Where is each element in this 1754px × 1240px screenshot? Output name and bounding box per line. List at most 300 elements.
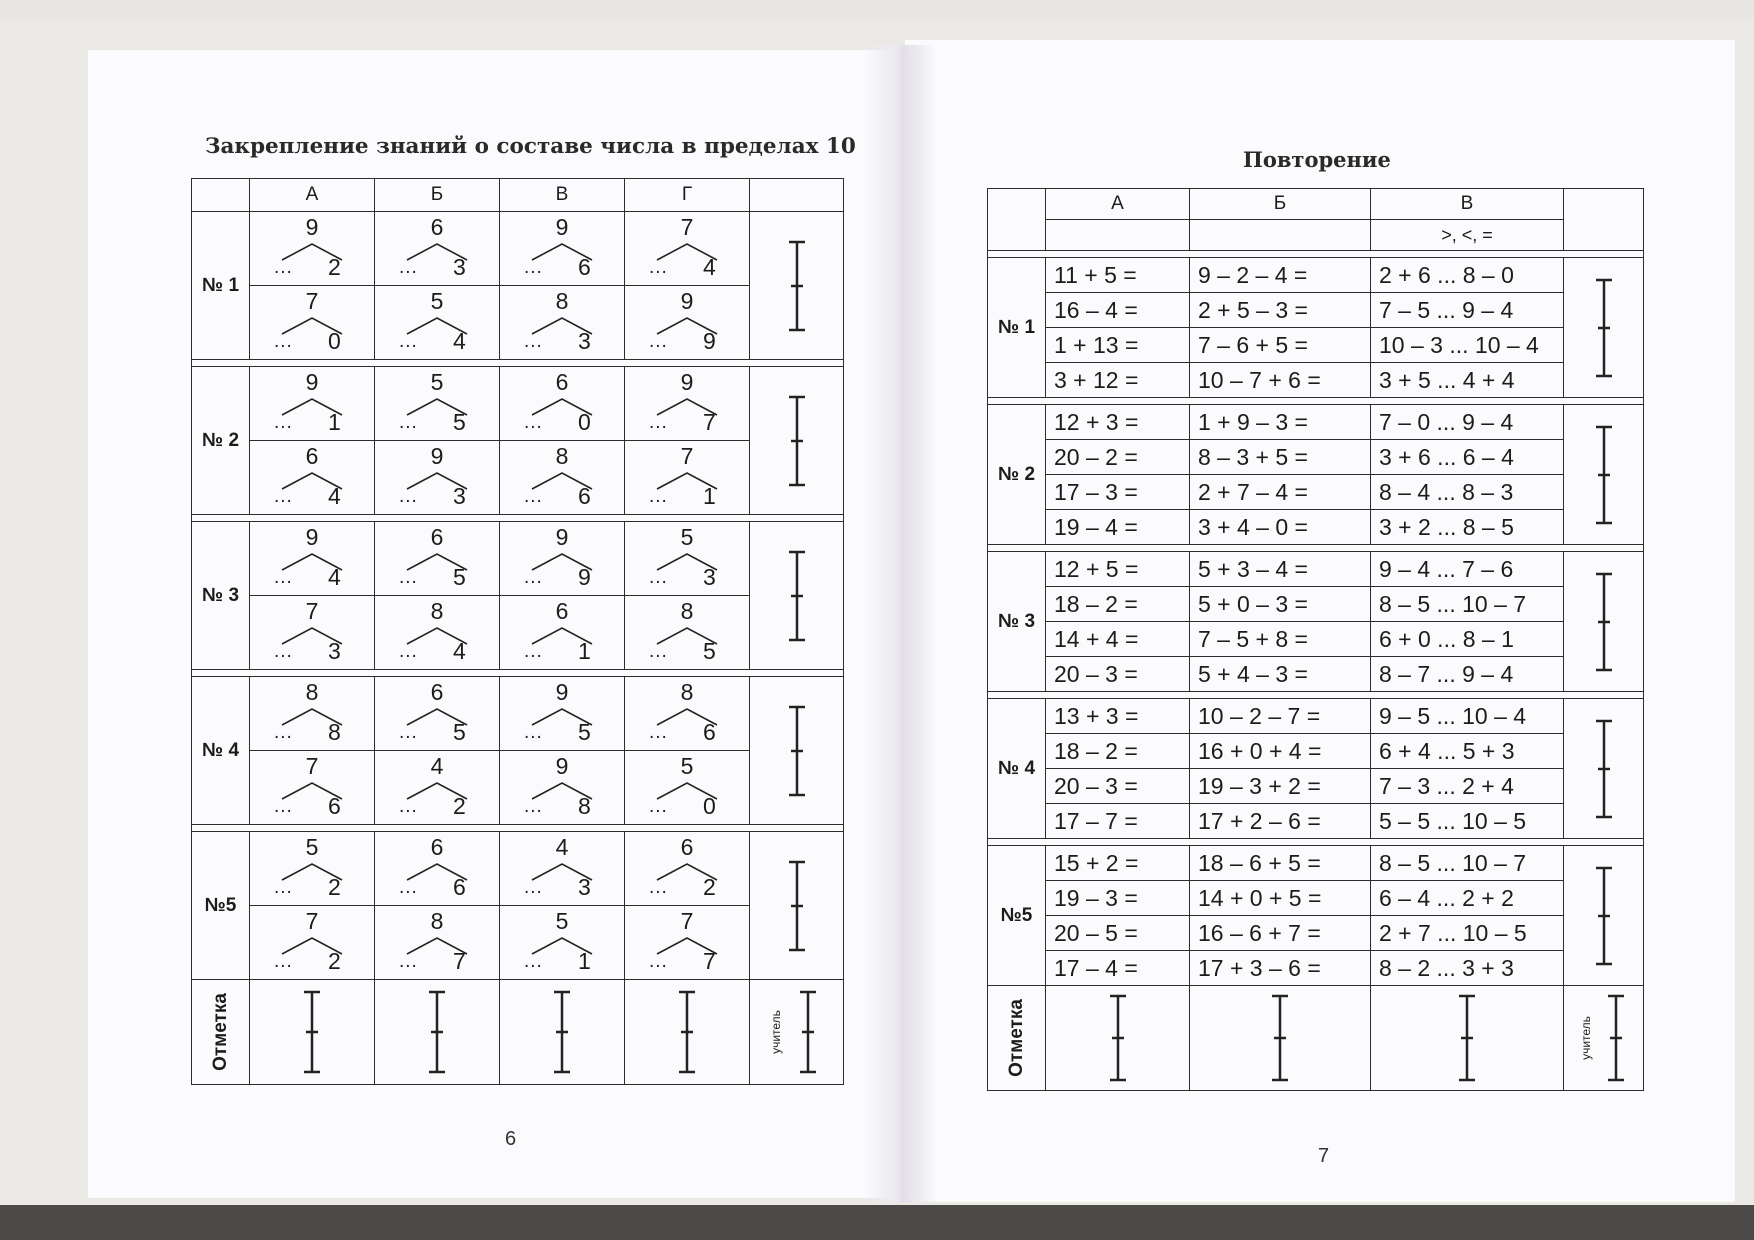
expression-cell[interactable]: 13 + 3 = [1046, 699, 1190, 734]
blank-part[interactable]: ... [399, 567, 418, 588]
expression-cell[interactable]: 18 – 6 + 5 = [1190, 846, 1371, 881]
task-row [988, 804, 1644, 839]
task-row [988, 475, 1644, 510]
known-part: 5 [453, 409, 466, 435]
known-part: 0 [578, 409, 591, 435]
number-decomposition [625, 832, 749, 905]
known-part: 4 [703, 254, 716, 280]
number-decomposition [375, 441, 499, 514]
expression-cell[interactable]: 16 + 0 + 4 = [1190, 734, 1371, 769]
decomposition-cell [250, 677, 375, 751]
expression-cell[interactable]: 3 + 5 ... 4 + 4 [1371, 363, 1564, 398]
expression-cell[interactable]: 5 + 4 – 3 = [1190, 657, 1371, 692]
task-label: №5 [988, 846, 1046, 986]
blank-part[interactable]: ... [649, 486, 668, 507]
number-decomposition [375, 212, 499, 285]
blank-part[interactable]: ... [274, 486, 293, 507]
teacher-grade-wrap [750, 980, 843, 1084]
right-page-title: Повторение [1243, 147, 1391, 172]
decomposition-cell [625, 212, 750, 286]
task-row [988, 258, 1644, 293]
expression-cell[interactable]: 19 – 3 = [1046, 881, 1190, 916]
known-part: 2 [703, 874, 716, 900]
column-header: В [1371, 189, 1564, 220]
number-decomposition [625, 677, 749, 750]
grade-bracket [1268, 994, 1292, 1082]
whole-number: 5 [680, 524, 694, 550]
blank-part[interactable]: ... [524, 331, 543, 352]
decomposition-cell [250, 367, 375, 441]
number-decomposition [500, 906, 624, 979]
expression-cell[interactable]: 20 – 3 = [1046, 657, 1190, 692]
blank-part[interactable]: ... [649, 641, 668, 662]
blank-part[interactable]: ... [399, 877, 418, 898]
blank-part[interactable]: ... [399, 257, 418, 278]
grade-bracket [1455, 994, 1479, 1082]
whole-number: 9 [555, 679, 569, 705]
column-header: Г [625, 179, 750, 212]
number-decomposition [625, 751, 749, 824]
blank-part[interactable]: ... [649, 951, 668, 972]
number-decomposition [625, 286, 749, 359]
blank-part[interactable]: ... [274, 722, 293, 743]
number-composition-table [191, 178, 844, 1085]
expression-cell[interactable]: 2 + 7 ... 10 – 5 [1371, 916, 1564, 951]
expression-cell[interactable]: 20 – 3 = [1046, 769, 1190, 804]
blank-part[interactable]: ... [524, 796, 543, 817]
expression-cell[interactable]: 8 – 7 ... 9 – 4 [1371, 657, 1564, 692]
number-decomposition [500, 212, 624, 285]
task-grade-cell[interactable] [750, 522, 844, 670]
task-grade-cell[interactable] [1564, 846, 1644, 986]
expression-cell[interactable]: 19 – 4 = [1046, 510, 1190, 545]
task-grade-cell[interactable] [1564, 258, 1644, 398]
page-number-left: 6 [505, 1128, 517, 1150]
expression-cell[interactable]: 2 + 6 ... 8 – 0 [1371, 258, 1564, 293]
expression-cell[interactable]: 18 – 2 = [1046, 587, 1190, 622]
blank-part[interactable]: ... [524, 877, 543, 898]
whole-number: 9 [555, 214, 569, 240]
number-decomposition [375, 596, 499, 669]
known-part: 5 [453, 564, 466, 590]
decomposition-cell [250, 522, 375, 596]
number-decomposition [375, 367, 499, 440]
task-row [192, 212, 844, 286]
whole-number: 6 [305, 443, 319, 469]
expression-cell[interactable]: 7 – 0 ... 9 – 4 [1371, 405, 1564, 440]
expression-cell[interactable]: 7 – 5 ... 9 – 4 [1371, 293, 1564, 328]
blank-part[interactable]: ... [649, 412, 668, 433]
blank-part[interactable]: ... [649, 796, 668, 817]
expression-cell[interactable]: 10 – 3 ... 10 – 4 [1371, 328, 1564, 363]
grade-bracket [785, 705, 809, 797]
expression-cell[interactable]: 8 – 3 + 5 = [1190, 440, 1371, 475]
known-part: 1 [578, 638, 591, 664]
whole-number: 9 [555, 753, 569, 779]
decomposition-cell [500, 751, 625, 825]
expression-cell[interactable]: 12 + 3 = [1046, 405, 1190, 440]
blank-part[interactable]: ... [524, 722, 543, 743]
known-part: 2 [328, 254, 341, 280]
expression-cell[interactable]: 10 – 2 – 7 = [1190, 699, 1371, 734]
task-label: № 1 [988, 258, 1046, 398]
blank-part[interactable]: ... [524, 486, 543, 507]
expression-cell[interactable]: 17 – 7 = [1046, 804, 1190, 839]
number-decomposition [500, 286, 624, 359]
task-grade-cell[interactable] [1564, 552, 1644, 692]
number-decomposition [625, 441, 749, 514]
task-row [988, 510, 1644, 545]
task-row [192, 522, 844, 596]
task-label: № 3 [192, 522, 250, 670]
number-decomposition [375, 906, 499, 979]
whole-number: 6 [680, 834, 694, 860]
blank-part[interactable]: ... [649, 257, 668, 278]
grade-bracket [785, 240, 809, 332]
number-decomposition [500, 367, 624, 440]
blank-part[interactable]: ... [524, 567, 543, 588]
task-row [988, 916, 1644, 951]
task-row [988, 552, 1644, 587]
decomposition-cell [625, 906, 750, 980]
column-grade-cell[interactable] [250, 980, 375, 1085]
number-decomposition [250, 677, 374, 750]
whole-number: 6 [430, 679, 444, 705]
task-grade-cell[interactable] [1564, 699, 1644, 839]
whole-number: 7 [680, 908, 694, 934]
whole-number: 8 [305, 679, 319, 705]
task-label: № 2 [192, 367, 250, 515]
blank-part[interactable]: ... [649, 567, 668, 588]
known-part: 6 [328, 793, 341, 819]
teacher-grade-cell[interactable] [1564, 986, 1644, 1091]
teacher-label: учитель [769, 1010, 783, 1054]
expression-cell[interactable]: 8 – 5 ... 10 – 7 [1371, 846, 1564, 881]
whole-number: 4 [430, 753, 444, 779]
teacher-label: учитель [1579, 1016, 1593, 1060]
column-grade-cell[interactable] [375, 980, 500, 1085]
task-row [988, 440, 1644, 475]
known-part: 5 [578, 719, 591, 745]
task-grade-cell[interactable] [750, 367, 844, 515]
column-header: А [1046, 189, 1190, 220]
task-grade-cell[interactable] [750, 677, 844, 825]
task-row [988, 622, 1644, 657]
expression-cell[interactable]: 16 – 6 + 7 = [1190, 916, 1371, 951]
number-decomposition [250, 751, 374, 824]
task-grade-cell[interactable] [750, 212, 844, 360]
known-part: 1 [328, 409, 341, 435]
decomposition-cell [250, 441, 375, 515]
expression-cell[interactable]: 19 – 3 + 2 = [1190, 769, 1371, 804]
whole-number: 6 [430, 524, 444, 550]
expression-cell[interactable]: 8 – 2 ... 3 + 3 [1371, 951, 1564, 986]
number-decomposition [500, 441, 624, 514]
task-grade-cell[interactable] [1564, 405, 1644, 545]
teacher-grade-wrap [1564, 986, 1643, 1090]
book-spine [862, 45, 937, 1202]
column-header: Б [375, 179, 500, 212]
blank-part[interactable]: ... [274, 257, 293, 278]
decomposition-cell [625, 751, 750, 825]
number-decomposition [250, 286, 374, 359]
decomposition-cell [250, 751, 375, 825]
header-row [192, 179, 844, 212]
expression-cell[interactable]: 18 – 2 = [1046, 734, 1190, 769]
whole-number: 6 [555, 598, 569, 624]
blank-part[interactable]: ... [524, 641, 543, 662]
decomposition-cell [250, 596, 375, 670]
task-separator [988, 692, 1644, 699]
task-label: № 1 [192, 212, 250, 360]
number-decomposition [500, 596, 624, 669]
expression-cell[interactable]: 16 – 4 = [1046, 293, 1190, 328]
whole-number: 7 [680, 443, 694, 469]
blank-part[interactable]: ... [274, 641, 293, 662]
blank-part[interactable]: ... [524, 951, 543, 972]
blank-part[interactable]: ... [399, 796, 418, 817]
expression-cell[interactable]: 3 + 6 ... 6 – 4 [1371, 440, 1564, 475]
blank-part[interactable]: ... [399, 641, 418, 662]
expression-cell[interactable]: 1 + 13 = [1046, 328, 1190, 363]
number-decomposition [500, 751, 624, 824]
blank-part[interactable]: ... [399, 722, 418, 743]
known-part: 4 [328, 483, 341, 509]
separator-cell [988, 251, 1644, 258]
decomposition-cell [625, 367, 750, 441]
task-label: № 3 [988, 552, 1046, 692]
known-part: 9 [578, 564, 591, 590]
left-page-title: Закрепление знаний о составе числа в пределах 10 [205, 134, 856, 159]
known-part: 8 [328, 719, 341, 745]
blank-part[interactable]: ... [399, 486, 418, 507]
grade-bracket [785, 860, 809, 952]
expression-cell[interactable]: 5 + 3 – 4 = [1190, 552, 1371, 587]
blank-part[interactable]: ... [274, 567, 293, 588]
expression-cell[interactable]: 10 – 7 + 6 = [1190, 363, 1371, 398]
known-part: 3 [578, 328, 591, 354]
blank-part[interactable]: ... [524, 412, 543, 433]
whole-number: 7 [305, 908, 319, 934]
expression-cell[interactable]: 2 + 7 – 4 = [1190, 475, 1371, 510]
grade-bracket [550, 990, 574, 1074]
task-row [988, 881, 1644, 916]
subheader-empty-b [1190, 220, 1371, 251]
blank-part[interactable]: ... [274, 412, 293, 433]
number-decomposition [625, 367, 749, 440]
decomposition-cell [625, 677, 750, 751]
expression-cell[interactable]: 9 – 4 ... 7 – 6 [1371, 552, 1564, 587]
expression-cell[interactable]: 1 + 9 – 3 = [1190, 405, 1371, 440]
number-decomposition [500, 677, 624, 750]
expression-cell[interactable]: 5 + 0 – 3 = [1190, 587, 1371, 622]
task-label: № 2 [988, 405, 1046, 545]
decomposition-cell [500, 832, 625, 906]
expression-cell[interactable]: 14 + 0 + 5 = [1190, 881, 1371, 916]
blank-part[interactable]: ... [399, 951, 418, 972]
known-part: 3 [453, 254, 466, 280]
whole-number: 8 [555, 443, 569, 469]
grade-bracket [1592, 719, 1616, 819]
grade-bracket [1592, 572, 1616, 672]
expression-cell[interactable]: 3 + 12 = [1046, 363, 1190, 398]
expression-cell[interactable]: 15 + 2 = [1046, 846, 1190, 881]
expression-cell[interactable]: 8 – 4 ... 8 – 3 [1371, 475, 1564, 510]
known-part: 2 [328, 948, 341, 974]
blank-part[interactable]: ... [399, 331, 418, 352]
decomposition-cell [375, 596, 500, 670]
number-decomposition [250, 367, 374, 440]
whole-number: 9 [305, 524, 319, 550]
whole-number: 7 [305, 598, 319, 624]
known-part: 4 [453, 328, 466, 354]
task-row [988, 734, 1644, 769]
expression-cell[interactable]: 5 – 5 ... 10 – 5 [1371, 804, 1564, 839]
blank-part[interactable]: ... [399, 412, 418, 433]
expression-cell[interactable]: 6 + 0 ... 8 – 1 [1371, 622, 1564, 657]
whole-number: 9 [305, 214, 319, 240]
known-part: 3 [578, 874, 591, 900]
whole-number: 5 [555, 908, 569, 934]
known-part: 3 [328, 638, 341, 664]
expression-cell[interactable]: 17 – 4 = [1046, 951, 1190, 986]
blank-part[interactable]: ... [524, 257, 543, 278]
decomposition-cell [375, 906, 500, 980]
known-part: 8 [578, 793, 591, 819]
known-part: 0 [703, 793, 716, 819]
expression-cell[interactable]: 3 + 4 – 0 = [1190, 510, 1371, 545]
decomposition-cell [500, 677, 625, 751]
page-number-right: 7 [1318, 1145, 1330, 1167]
blank-part[interactable]: ... [649, 722, 668, 743]
expression-cell[interactable]: 6 + 4 ... 5 + 3 [1371, 734, 1564, 769]
expression-cell[interactable]: 7 – 5 + 8 = [1190, 622, 1371, 657]
expression-cell[interactable]: 17 + 2 – 6 = [1190, 804, 1371, 839]
expression-cell[interactable]: 7 – 3 ... 2 + 4 [1371, 769, 1564, 804]
number-decomposition [625, 212, 749, 285]
decomposition-cell [500, 906, 625, 980]
known-part: 6 [703, 719, 716, 745]
whole-number: 5 [680, 753, 694, 779]
expression-cell[interactable]: 17 – 3 = [1046, 475, 1190, 510]
expression-cell[interactable]: 20 – 2 = [1046, 440, 1190, 475]
blank-part[interactable]: ... [274, 331, 293, 352]
task-row [192, 286, 844, 360]
task-separator [988, 839, 1644, 846]
task-row [988, 328, 1644, 363]
column-grade-cell[interactable] [500, 980, 625, 1085]
number-decomposition [250, 906, 374, 979]
number-decomposition [250, 441, 374, 514]
column-grade-cell[interactable] [625, 980, 750, 1085]
number-decomposition [625, 522, 749, 595]
blank-part[interactable]: ... [649, 877, 668, 898]
whole-number: 8 [555, 288, 569, 314]
header-corner [988, 189, 1046, 251]
column-header: Б [1190, 189, 1371, 220]
known-part: 7 [703, 409, 716, 435]
column-grade-cell[interactable] [1190, 986, 1371, 1091]
decomposition-cell [500, 441, 625, 515]
task-row [192, 677, 844, 751]
grade-bracket [1592, 866, 1616, 966]
column-header: В [500, 179, 625, 212]
repetition-table [987, 188, 1644, 1091]
known-part: 3 [703, 564, 716, 590]
separator-cell [988, 839, 1644, 846]
expression-cell[interactable]: 7 – 6 + 5 = [1190, 328, 1371, 363]
grade-bracket [675, 990, 699, 1074]
blank-part[interactable]: ... [274, 951, 293, 972]
blank-part[interactable]: ... [274, 877, 293, 898]
scan-border-bottom [0, 1205, 1754, 1240]
grade-bracket [1604, 994, 1628, 1082]
decomposition-cell [375, 522, 500, 596]
grade-bracket [1592, 278, 1616, 378]
decomposition-cell [500, 596, 625, 670]
known-part: 7 [453, 948, 466, 974]
task-label: № 4 [192, 677, 250, 825]
known-part: 1 [578, 948, 591, 974]
whole-number: 9 [680, 288, 694, 314]
header-corner [192, 179, 250, 212]
subheader-row [988, 220, 1644, 251]
number-decomposition [375, 677, 499, 750]
grade-bracket [1106, 994, 1130, 1082]
number-decomposition [375, 522, 499, 595]
expression-cell[interactable]: 6 – 4 ... 2 + 2 [1371, 881, 1564, 916]
number-decomposition [625, 596, 749, 669]
expression-cell[interactable]: 12 + 5 = [1046, 552, 1190, 587]
whole-number: 6 [430, 834, 444, 860]
separator-cell [988, 398, 1644, 405]
grade-bracket [785, 550, 809, 642]
known-part: 4 [453, 638, 466, 664]
whole-number: 9 [555, 524, 569, 550]
number-decomposition [375, 832, 499, 905]
header-mark-corner [1564, 189, 1644, 251]
task-grade-cell[interactable] [750, 832, 844, 980]
separator-cell [192, 515, 844, 522]
whole-number: 7 [305, 288, 319, 314]
blank-part[interactable]: ... [274, 796, 293, 817]
column-grade-cell[interactable] [1046, 986, 1190, 1091]
decomposition-cell [500, 367, 625, 441]
column-header: А [250, 179, 375, 212]
teacher-grade-cell[interactable] [750, 980, 844, 1085]
expression-cell[interactable]: 9 – 2 – 4 = [1190, 258, 1371, 293]
expression-cell[interactable]: 14 + 4 = [1046, 622, 1190, 657]
expression-cell[interactable]: 9 – 5 ... 10 – 4 [1371, 699, 1564, 734]
task-row [192, 832, 844, 906]
known-part: 3 [453, 483, 466, 509]
expression-cell[interactable]: 17 + 3 – 6 = [1190, 951, 1371, 986]
column-grade-cell[interactable] [1371, 986, 1564, 1091]
task-row [192, 906, 844, 980]
blank-part[interactable]: ... [649, 331, 668, 352]
decomposition-cell [500, 522, 625, 596]
expression-cell[interactable]: 11 + 5 = [1046, 258, 1190, 293]
decomposition-cell [375, 832, 500, 906]
whole-number: 9 [680, 369, 694, 395]
expression-cell[interactable]: 2 + 5 – 3 = [1190, 293, 1371, 328]
expression-cell[interactable]: 8 – 5 ... 10 – 7 [1371, 587, 1564, 622]
known-part: 7 [703, 948, 716, 974]
whole-number: 9 [430, 443, 444, 469]
expression-cell[interactable]: 3 + 2 ... 8 – 5 [1371, 510, 1564, 545]
expression-cell[interactable]: 20 – 5 = [1046, 916, 1190, 951]
number-decomposition [250, 522, 374, 595]
